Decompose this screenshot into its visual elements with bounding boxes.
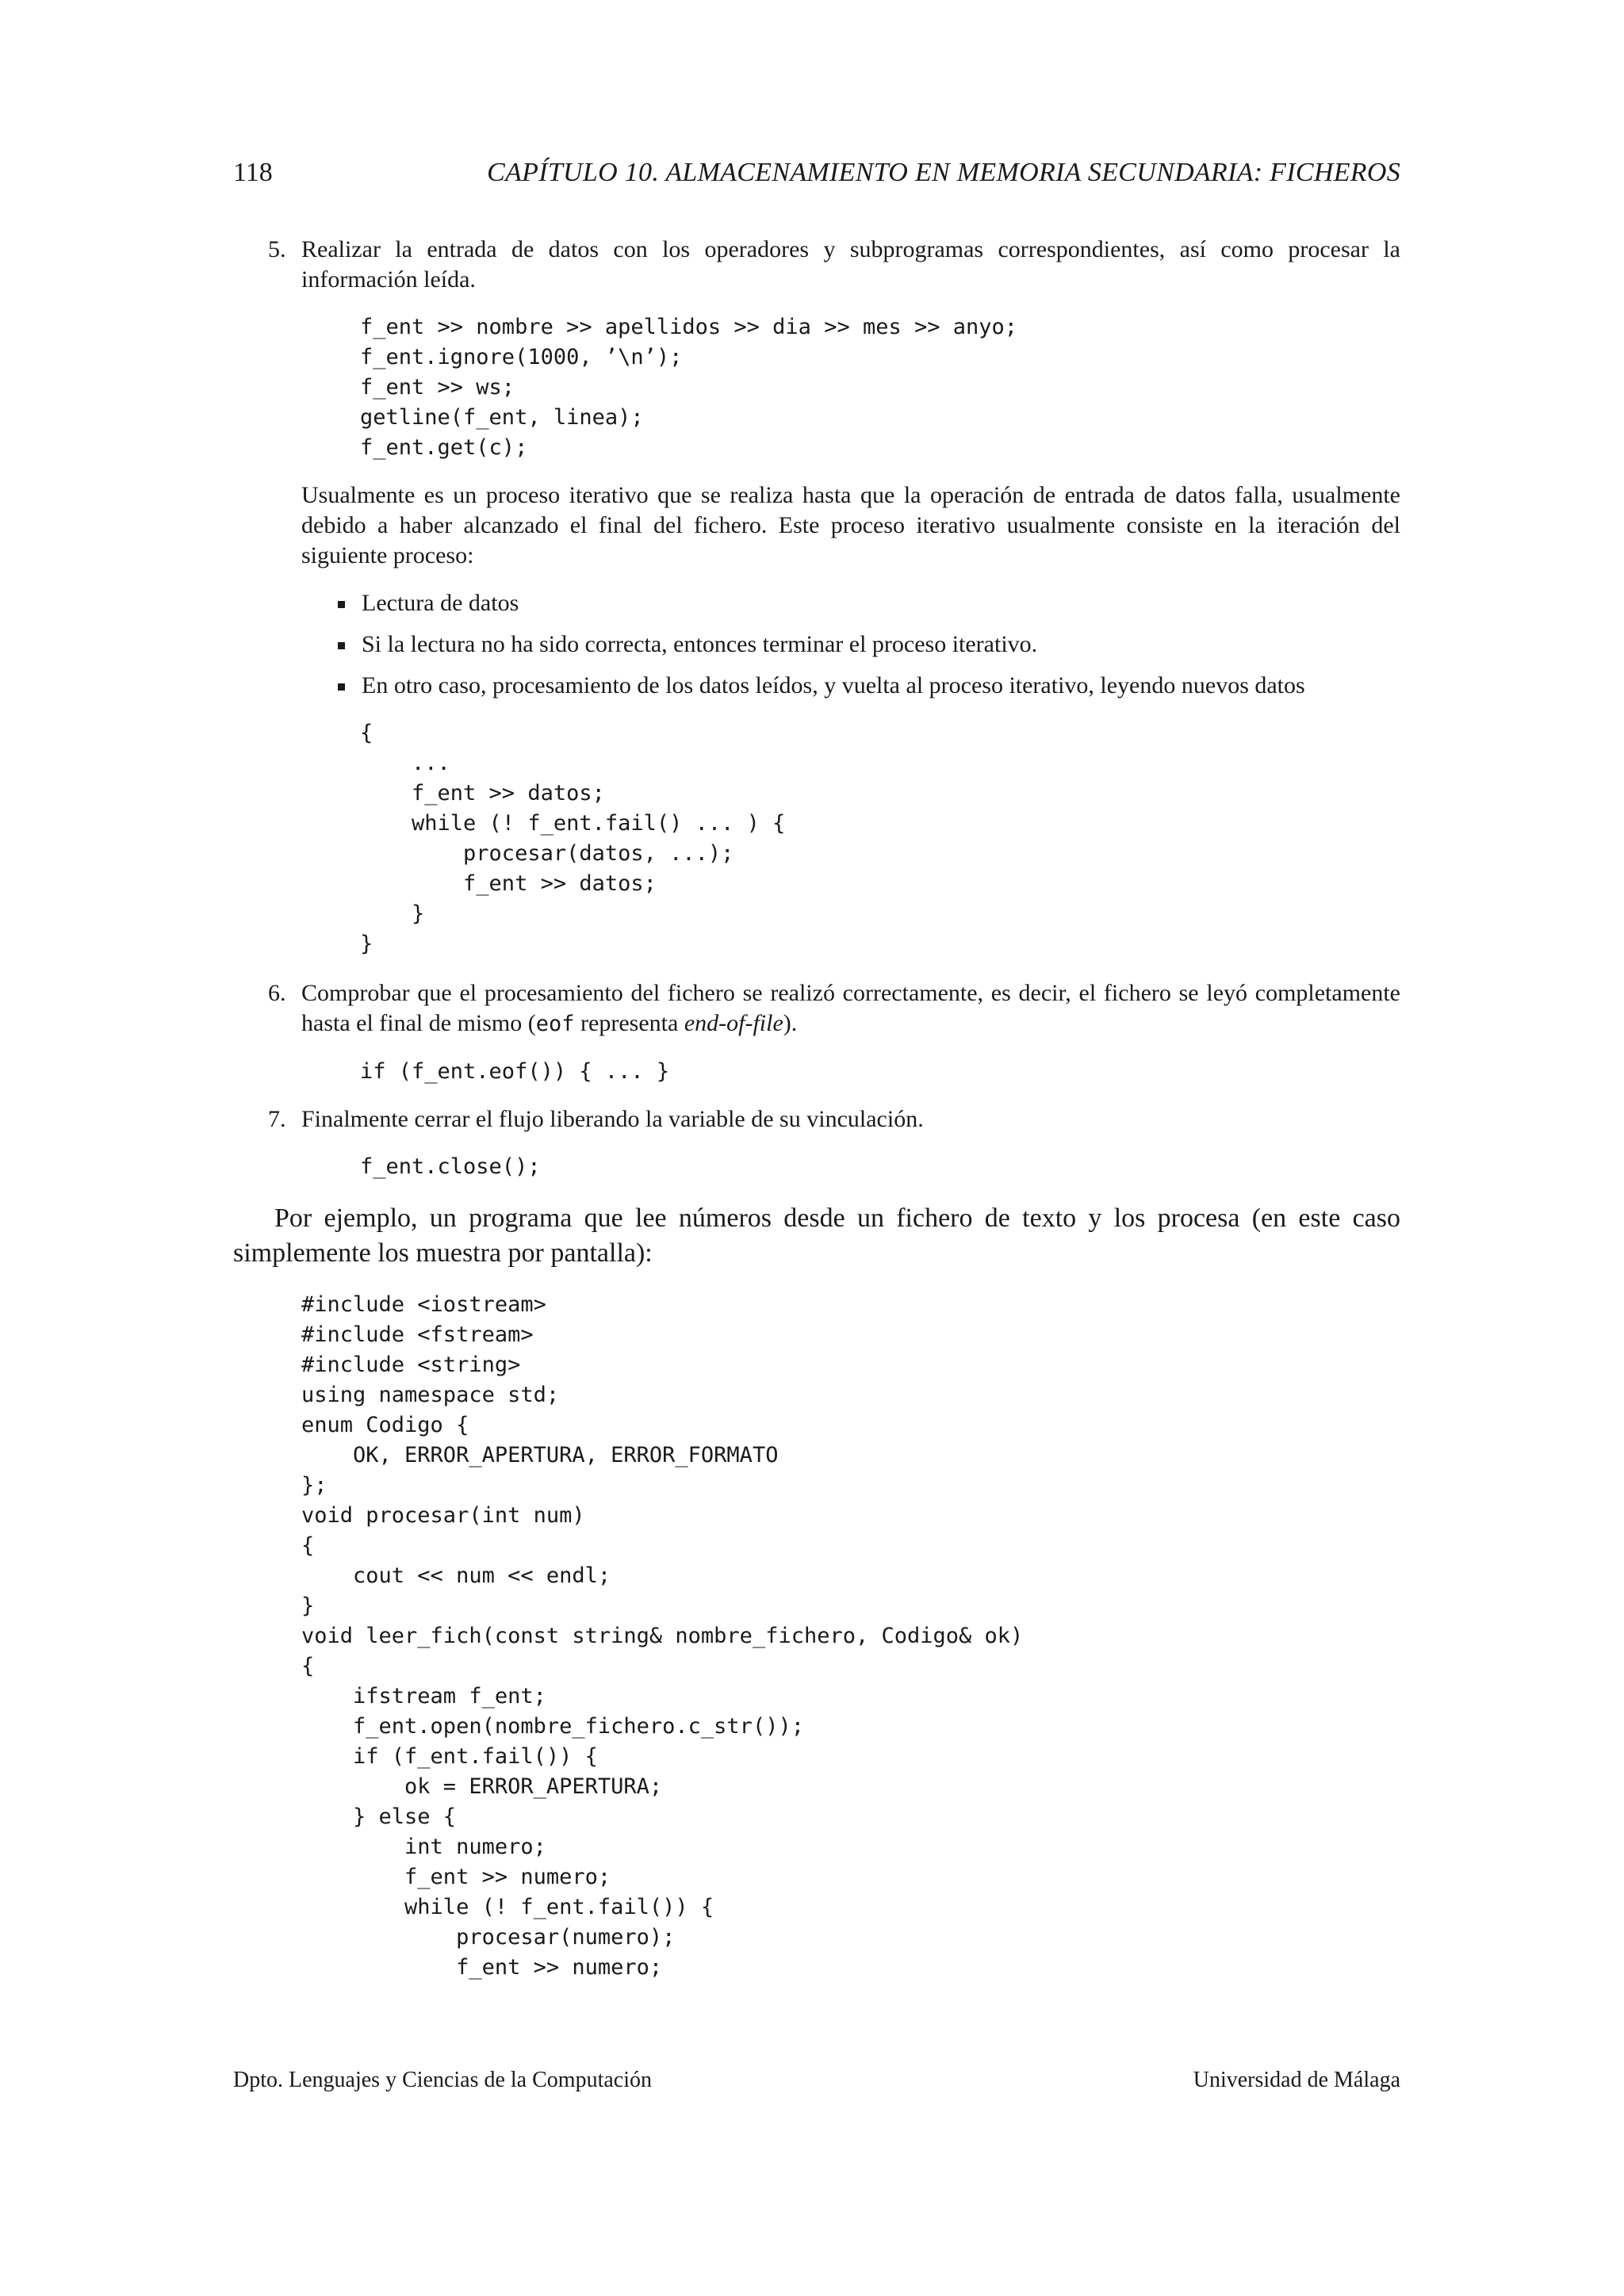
code-block-input: f_ent >> nombre >> apellidos >> dia >> mes >> anyo; f_ent.ignore(1000, ’\n’); f_ent >> ws; getline(f_ent, linea); f_ent.get(c); bbox=[360, 315, 1018, 460]
step-number: 7. bbox=[268, 1106, 286, 1132]
bullet-marker bbox=[338, 601, 345, 608]
footer-department: Dpto. Lenguajes y Ciencias de la Computación bbox=[233, 2068, 652, 2092]
code-block-program: #include <iostream> #include <fstream> #include <string> using namespace std; enum Codigo { OK, ERROR_APERTURA, ERROR_FORMATO }; void procesar(int num) { cout << num << endl; } void leer_fich(const string& nombre_fichero, Codigo& ok) { ifstream f_ent; f_ent.open(nombre_fichero.c_str()); if (f_ent.fail()) { ok = ERROR_APERTURA; } else { int numero; f_ent >> numero; while (! f_ent.fail()) { procesar(numero); f_ent >> numero; bbox=[301, 1292, 1024, 1980]
bullet-item: Lectura de datos bbox=[362, 588, 1400, 618]
bullet-list bbox=[301, 588, 1400, 701]
bullet-item: En otro caso, procesamiento de los datos leídos, y vuelta al proceso iterativo, leyendo nuevos datos bbox=[362, 671, 1400, 701]
step-5 bbox=[233, 235, 1400, 959]
bullet-marker bbox=[338, 683, 345, 691]
step-number: 6. bbox=[268, 980, 286, 1006]
bullet-item: Si la lectura no ha sido correcta, entonces terminar el proceso iterativo. bbox=[362, 629, 1400, 660]
page-content bbox=[233, 235, 1400, 1983]
page-number: 118 bbox=[233, 158, 273, 187]
code-block-loop: { ... f_ent >> datos; while (! f_ent.fail() ... ) { procesar(datos, ...); f_ent >> datos; } } bbox=[360, 721, 786, 956]
example-paragraph: Por ejemplo, un programa que lee números desde un fichero de texto y los procesa (en este caso simplemente los muestra por pantalla): bbox=[233, 1203, 1400, 1268]
step-5-text: Realizar la entrada de datos con los operadores y subprogramas correspondientes, así como procesar la información leída. bbox=[301, 236, 1400, 293]
step-7 bbox=[233, 1104, 1400, 1182]
code-block-eof: if (f_ent.eof()) { ... } bbox=[360, 1059, 670, 1084]
step-number: 5. bbox=[268, 236, 286, 262]
step-7-text: Finalmente cerrar el flujo liberando la variable de su vinculación. bbox=[301, 1106, 924, 1132]
footer-university: Universidad de Málaga bbox=[1193, 2068, 1400, 2092]
chapter-title: CAPÍTULO 10. ALMACENAMIENTO EN MEMORIA SECUNDARIA: FICHEROS bbox=[487, 158, 1400, 187]
step-6 bbox=[233, 978, 1400, 1087]
step-5-paragraph: Usualmente es un proceso iterativo que se realiza hasta que la operación de entrada de datos falla, usualmente debido a haber alcanzado el final del fichero. Este proceso iterativo usualmente consiste en la iteración del siguiente proceso: bbox=[301, 482, 1400, 568]
code-block-close: f_ent.close(); bbox=[360, 1154, 541, 1179]
bullet-marker bbox=[338, 642, 345, 649]
step-6-text: Comprobar que el procesamiento del fichero se realizó correctamente, es decir, el fichero se leyó completamente hasta el final de mismo (eof representa end-of-file). bbox=[301, 980, 1400, 1036]
